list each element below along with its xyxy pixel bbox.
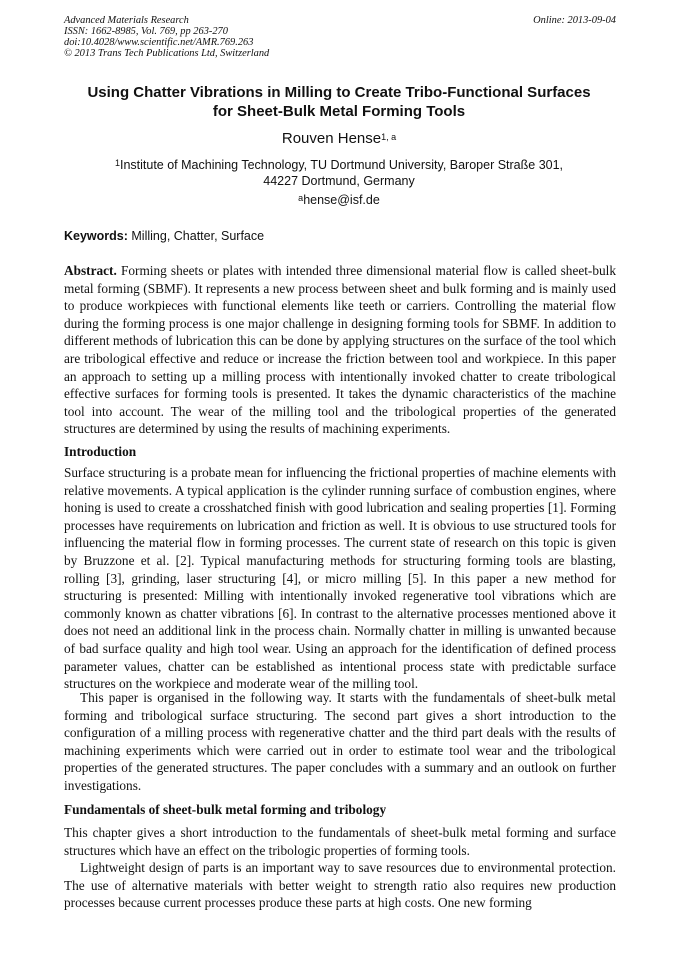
keywords-text: Milling, Chatter, Surface <box>131 229 265 243</box>
email-address: hense@isf.de <box>303 193 380 207</box>
introduction-paragraph-2: This paper is organised in the following way. It starts with the fundamentals of sheet-bulk metal forming and tribological surface structuring. The second part gives a short introduction to the configuration of a milling process with regenerative chatter and the third part deals with the results of machining experiments which were carried out in order to estimate tool wear and the tribological properties of the generated structures. The paper concludes with a summary and an outlook on further investigations. <box>64 690 616 793</box>
affiliation-sup: 1 <box>114 158 120 168</box>
journal-name: Advanced Materials Research <box>64 15 189 26</box>
author-sup: 1, a <box>381 132 397 142</box>
paper-title <box>40 83 638 121</box>
introduction-heading: Introduction <box>64 444 137 459</box>
author-name: Rouven Hense <box>281 130 382 147</box>
fundamentals-heading: Fundamentals of sheet-bulk metal forming and tribology <box>64 802 387 817</box>
title-line-2: for Sheet-Bulk Metal Forming Tools <box>212 103 466 120</box>
email-sup: a <box>298 193 304 203</box>
author-email <box>0 193 678 207</box>
affiliation <box>60 157 618 189</box>
affiliation-line-1: Institute of Machining Technology, TU Dortmund University, Baroper Straße 301, <box>119 158 564 172</box>
abstract-label: Abstract. <box>64 263 117 278</box>
journal-header <box>64 15 616 59</box>
doi-line: doi:10.4028/www.scientific.net/AMR.769.263 <box>64 37 254 48</box>
abstract <box>64 262 616 438</box>
keywords-label: Keywords: <box>64 229 128 243</box>
online-date: Online: 2013-09-04 <box>533 15 616 26</box>
author <box>0 130 678 148</box>
introduction-paragraph-1: Surface structuring is a probate mean for influencing the frictional properties of machine elements with relative movements. A typical application is the cylinder running surface of combustion engines, where honing is used to create a crosshatched finish with good lubrication and sealing properties [1]. Forming processes have requirements on lubrication and friction as well. It is obvious to use structured tools for influencing the material flow in forming processes. The current state of research on this topic is given by Bruzzone et al. [2]. Typical manufacturing methods for structuring forming tools are blasting, rolling [3], grinding, laser structuring [4], or micro milling [5]. In this paper a new method for structuring is presented: Milling with intentionally invoked regenerative tool vibrations which are commonly known as chatter vibrations [6]. In contrast to the alternative processes mentioned above it does not need an additional link in the process chain. Normally chatter in milling is unwanted because of bad surface quality and high tool wear. Using an approach for the identification of defined process parameter values, chatter can be established as intentional process state with predictable surface structures on the workpiece and moderate wear of the milling tool. <box>64 465 616 692</box>
abstract-text: Forming sheets or plates with intended three dimensional material flow is called sheet-bulk metal forming (SBMF). It represents a new process between sheet and bulk forming and is mainly used to produce workpieces with functional elements like teeth or carriers. Controlling the material flow during the forming process is one major challenge in designing forming tools for SBMF. In addition to different methods of lubrication this can be done by applying structures on the surface of the tool which are tribological effective and reduce or increase the friction between tool and workpiece. In this paper an approach to setting up a milling process with intentionally invoked chatter to create tribological effective surfaces for forming tools is presented. It takes the dynamic characteristics of the machine tool into account. The wear of the milling tool and the tribological properties of the generated structures are determined by using the results of machining experiments. <box>64 263 617 437</box>
fundamentals-paragraph-2: Lightweight design of parts is an important way to save resources due to environmental protection. The use of alternative materials with better weight to strength ratio also requires new production processes because current processes produce these parts at high costs. One new forming <box>64 860 616 911</box>
fundamentals-paragraph-1: This chapter gives a short introduction to the fundamentals of sheet-bulk metal forming and surface structures which have an effect on the tribologic properties of forming tools. <box>64 825 616 858</box>
affiliation-line-2: 44227 Dortmund, Germany <box>263 174 415 188</box>
copyright-line: © 2013 Trans Tech Publications Ltd, Switzerland <box>64 48 270 59</box>
keywords <box>64 229 616 244</box>
issn-line: ISSN: 1662-8985, Vol. 769, pp 263-270 <box>64 26 228 37</box>
title-line-1: Using Chatter Vibrations in Milling to Create Tribo-Functional Surfaces <box>87 84 591 101</box>
